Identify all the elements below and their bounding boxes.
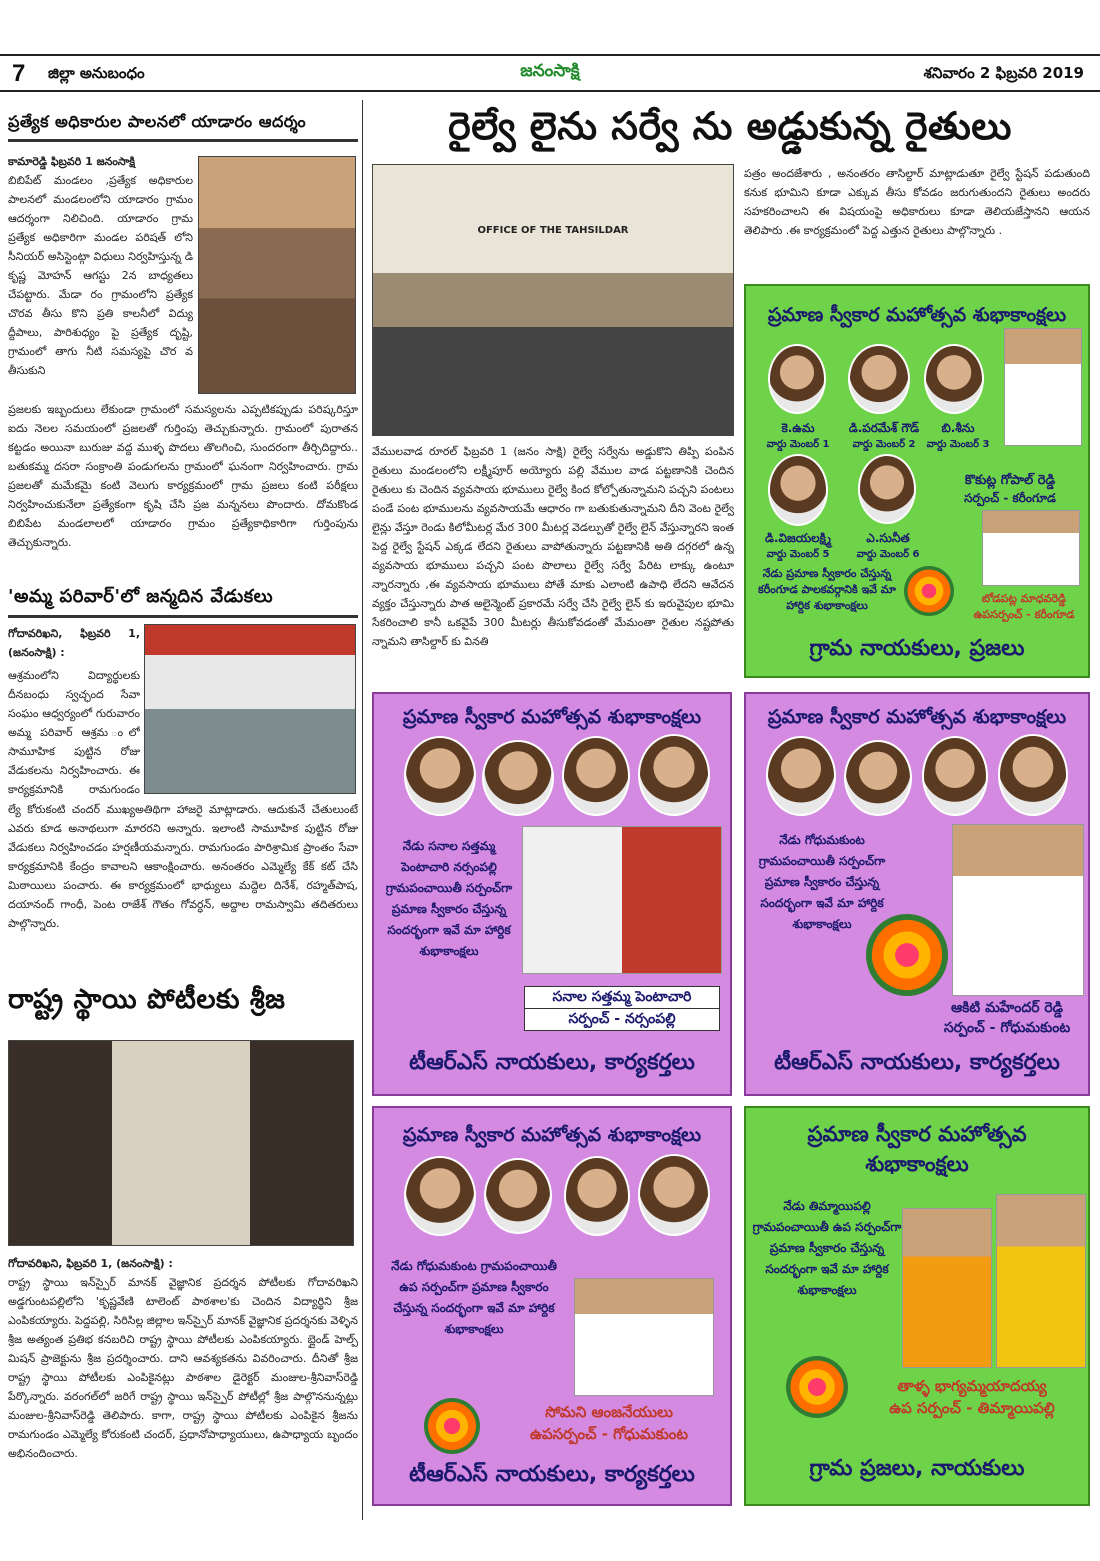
ad2-message: నేడు సనాల సత్తమ్మ పెంటాచారి నర్సంపల్లి గ్రామపంచాయితీ సర్పంచ్‌గా ప్రమాణ స్వీకారం చేస్తున్న సందర్భంగా ఇవే మా హార్దిక శుభాకాంక్షలు	[385, 839, 513, 958]
ad2-title: ప్రమాణ స్వీకార మహోత్సవ శుభాకాంక్షలు	[402, 706, 702, 728]
ad1-member1-name: కె.ఉమ	[781, 421, 815, 435]
ad3-title: ప్రమాణ స్వీకార మహోత్సవ శుభాకాంక్షలు	[767, 706, 1067, 728]
ad1-member5-photo	[768, 454, 828, 526]
ad1-member3-role: వార్డు మెంబర్ 3	[926, 439, 990, 450]
masthead-title: జనంసాక్షి	[520, 61, 580, 81]
story2-body-top: ఆశ్రమంలోని విద్యార్థులకు దీనబంధు స్వచ్ఛంద సేవా సంఘం ఆధ్వర్యంలో గురువారం అమ్మ పరివార్ ఆశ్రమ ంలో సామూహిక పుట్టిన రోజు వేడుకలను నిర్వహించారు. ఈ కార్యక్రమానికి రామగుండం	[8, 669, 140, 796]
ad4-leader2-photo	[484, 1158, 552, 1234]
ad1-sarpanch-name: కొకుట్ల గోపాల్ రెడ్డి	[964, 473, 1056, 488]
ad1-message: నేడు ప్రమాణ స్వీకారం చేస్తున్న కరీంగూడ పాలకవర్గానికి ఇవే మా హార్దిక శుభాకాంక్షలు	[758, 567, 896, 612]
ad4-message: నేడు గోధుమకుంట గ్రామపంచాయితీ ఉప సర్పంచ్‌గా ప్రమాణ స్వీకారం చేస్తున్న సందర్భంగా ఇవే మా హార్దిక శుభాకాంక్షలు	[391, 1259, 557, 1336]
ad2-panel	[372, 692, 732, 1096]
ad2-honoree-photo	[522, 826, 722, 974]
ad3-leader1-photo	[766, 736, 836, 816]
story2-dateline: గోదావరిఖని, ఫిబ్రవరి 1, (జనంసాక్షి) :	[8, 627, 140, 659]
ad2-honoree-name: సనాల సత్తమ్మ పెంటాచారి	[524, 986, 720, 1009]
story4-photo	[372, 164, 734, 436]
ad1-member2-photo	[848, 344, 910, 414]
story4-body-left: వేములవాడ రూరల్ ఫిబ్రవరి 1 (జనం సాక్షి) రైల్వే సర్వేను అడ్డుకొని తిప్పి పంపిన రైతులు మండలంలోని లక్ష్మీపూర్ అయ్యోరు పల్లి వేముల వాడ పట్టణానికి చెందిన రైతులు కు చెందిన వ్యవసాయ భూములు రైల్వే కింద కోల్పోతున్నామని పచ్చని పంటలు పండే పంట భూములను వ్యవసాయమే ఆధారం గా బతుకుతున్నామని దీని వెంట రైల్వే లైన్లు వేస్తూ రెండు కిలోమీటర్ల మేర 300 మీటర్ల వెడల్పుతో రైల్వే లైన్ వేస్తున్నారని ఇంత పెద్ద రైల్వే స్టేషన్ ఎక్కడ లేదని రైతులు వాపోతున్నారు పట్టణానికి అతి దగ్గరలో ఉన్న వ్యవసాయ భూములు పచ్చని పంట పొలాలు రైల్వే సర్వే పేరిట లాక్కు ఉంటూ న్నారన్నారు ,ఈ వ్యవసాయ భూములు పోతే మాకు ఎలాంటి ఉపాధి లేదని ఆవేదన వ్యక్తం చేస్తున్నారు పాత అలైన్మెంట్ ప్రకారమే సర్వే చేసి రైల్వే లైన్ కు ఇరువైపుల భూమి సేకరించాలి కానీ ఒకవైపే 300 మీటర్లు తీసుకోవడంతో మేమంతా రైతుల నష్టపోతు న్నామని తాసిల్దార్ కు వినతి	[372, 445, 734, 648]
story4-photo-sign: OFFICE OF THE TAHSILDAR	[477, 225, 629, 236]
ad1-title: ప్రమాణ స్వీకార మహోత్సవ శుభాకాంక్షలు	[767, 304, 1067, 326]
ad2-leader1-photo	[404, 736, 476, 816]
ad1-member1-role: వార్డు మెంబర్ 1	[766, 439, 830, 450]
ad2-footer: టీఆర్ఎస్ నాయకులు, కార్యకర్తలు	[409, 1050, 695, 1075]
page-number: 7	[12, 60, 26, 87]
ad1-member5-role: వార్డు మెంబర్ 5	[766, 549, 830, 560]
ad4-footer: టీఆర్ఎస్ నాయకులు, కార్యకర్తలు	[409, 1462, 695, 1487]
issue-date: శనివారం 2 ఫిబ్రవరి 2019	[923, 64, 1084, 82]
ad5-title-line2: శుభాకాంక్షలు	[865, 1152, 969, 1176]
story4-headline: రైల్వే లైను సర్వే ను అడ్డుకున్న రైతులు	[448, 104, 1012, 148]
ad3-flower-bouquet	[866, 914, 948, 996]
ad1-member2-name: డి.పరమేశ్ గౌడ్	[848, 421, 920, 435]
ad1-sarpanch-photo	[1004, 328, 1082, 446]
story1-body-top: బిబిపేట్ మండలం ,ప్రత్యేక అధికారుల పాలనలో మండలంలోని యాడారం గ్రామం ఆదర్శంగా నిలిచింది. యాడారం గ్రామ ప్రత్యేక అధికారిగా మండల పరిషత్ లోని సీనియర్ అసిస్టెంట్గా విధులు నిర్వహిస్తున్న డి కృష్ణ మోహన్ ఆగస్టు 2న బాధ్యతలు చేపట్టారు. మేడా రం గ్రామంలోని ప్రత్యేక చొరవ తీసు కొని ప్రతి కాలనీలో విద్యు ద్దీపాలు, పారిశుధ్యం పై ప్రత్యేక దృష్టి, గ్రామంలో తాగు నీటి సమస్యపై చొర వ తీసుకుని	[8, 174, 193, 377]
story3-dateline: గోదావరిఖని, ఫిబ్రవరి 1, (జనంసాక్షి) :	[8, 1257, 173, 1270]
ad1-member3-name: బి.శీను	[941, 421, 975, 435]
story1-body-bottom: ప్రజలకు ఇబ్బందులు లేకుండా గ్రామంలో సమస్యలను ఎప్పటికప్పుడు పరిష్కరిస్తూ ఐదు నెలల సమయంలో ప్రజలతో గుర్తింపు తెచ్చుకున్నారు. గ్రామంలో పురాతన కట్టడం అయినా బురుజు వద్ద ముళ్ళ పొదలు తొలగించి, సుందరంగా తీర్చిదిద్దారు.. బతుకమ్మ దసరా సంక్రాంతి పండుగలను గ్రామంలో ఘనంగా నిర్వహించారు. గ్రామ ప్రజలతో మమేకమై కంటి వెలుగు కార్యక్రమంలో గ్రామ ప్రజలు కంటి పరీక్షలు నిర్వహించుకునేలా ప్రత్యేకంగా కృషి చేసి ప్రజ మన్ననలు పొందారు. దోమకొండ బిబిపేట మండలాలలో యాడారం గ్రామం ప్రత్యేకాధికారిగా గుర్తింపును తెచ్చుకున్నారు.	[8, 403, 358, 549]
ad4-honoree-name: సోమని ఆంజనేయులు	[545, 1403, 673, 1421]
ad3-leader3-photo	[922, 736, 988, 816]
story3-photo	[8, 1040, 354, 1246]
ad2-leader2-photo	[482, 740, 554, 816]
ad5-panel	[744, 1106, 1090, 1506]
ad4-leader1-photo	[404, 1156, 476, 1236]
ad1-sarpanch-role: సర్పంచ్ - కరీంగూడ	[964, 491, 1056, 505]
story1-headline: ప్రత్యేక అధికారుల పాలనలో యాడారం ఆదర్శం	[8, 112, 358, 142]
ad1-member3-photo	[924, 344, 984, 414]
ad4-leader4-photo	[638, 1154, 710, 1236]
story1-dateline: కామారెడ్డి ఫిబ్రవరి 1 జనంసాక్షి	[8, 155, 136, 168]
ad1-panel	[744, 284, 1090, 678]
story2-body-bottom: ల్యే కోరుకంటి చందర్ ముఖ్యఅతిథిగా హాజరై మాట్లాడారు. ఆదుకునే చేతులుంటే ఎవరు కూడ అనాథలుగా మారరని అన్నారు. ఇలాంటి సామూహిక పుట్టిన రోజు వేడుకలు నిర్వహించడం హర్షణీయమన్నారు. రామగుండం పారిశ్రామిక ప్రాంతం సేవా కార్యక్రమానికి కేంద్రం కావాలని ఆకాంక్షించారు. అనంతరం ఎమ్మెల్యే కేక్ కట్ చేసి మిఠాయిలు పంచారు. ఈ కార్యక్రమంలో భాధ్యులు మద్దెల దినేశ్, రహ్మత్‌పాష, దయానంద్ గాంధీ, పెంట రాజేశ్ గౌతం గోవర్ధన్, అద్దాల రామస్వామి తదితరులు పాల్గొన్నారు.	[8, 803, 358, 930]
masthead	[470, 56, 630, 86]
ad5-title-line1: ప్రమాణ స్వీకార మహోత్సవ	[807, 1122, 1027, 1146]
story4-body-right: పత్రం అందజేశారు , అనంతరం తాసిల్దార్ మాట్లాడుతూ రైల్వే స్టేషన్ పడుతుంది కనుక భూమిని కూడా ఎక్కువ తీసు కోవడం జరుగుతుందని రైతులు అందరు సహకరించాలని ఈ విషయంపై అధికారులు కూడా తెలియజేస్తానని ఆయన తెలిపారు .ఈ కార్యక్రమంలో పెద్ద ఎత్తున రైతులు పాల్గొన్నారు .	[744, 167, 1090, 237]
ad3-honoree-name: ఆకిటి మహేందర్ రెడ్డి	[950, 1000, 1064, 1016]
ad5-footer: గ్రామ ప్రజలు, నాయకులు	[809, 1456, 1025, 1481]
ad1-member5-name: డి.విజయలక్ష్మి	[765, 531, 831, 545]
ad4-honoree-photo	[574, 1278, 714, 1396]
ad4-honoree-role: ఉపసర్పంచ్ - గోధుమకుంట	[530, 1425, 688, 1443]
ad1-member6-role: వార్డు మెంబర్ 6	[856, 549, 920, 560]
ad3-panel	[744, 692, 1090, 1096]
ad4-flower-bouquet	[424, 1398, 480, 1454]
ad3-honoree-photo	[952, 824, 1084, 996]
ad3-leader4-photo	[998, 734, 1068, 816]
section-name: జిల్లా అనుబంధం	[48, 64, 145, 82]
ad1-member6-name: ఎ.సునీత	[866, 531, 910, 545]
ad1-deputy-role: ఉపసర్పంచ్ - కరీంగూడ	[973, 608, 1075, 621]
ad1-deputy-photo	[982, 510, 1080, 586]
ad5-message: నేడు తిమ్మాయిపల్లి గ్రామపంచాయితీ ఉప సర్పంచ్‌గా ప్రమాణ స్వీకారం చేస్తున్న సందర్భంగా ఇవే మా హార్దిక శుభాకాంక్షలు	[752, 1199, 902, 1297]
ad5-honoree2-photo	[996, 1194, 1086, 1368]
ad1-deputy-name: బోడపట్ల మాధవరెడ్డి	[981, 592, 1067, 605]
ad5-honoree-role: ఉప సర్పంచ్ - తిమ్మాయిపల్లి	[889, 1399, 1055, 1417]
story2-headline: 'అమ్మ పరివార్'లో జన్మదిన వేడుకలు	[8, 586, 358, 618]
ad1-member1-photo	[768, 344, 826, 414]
ad3-message: నేడు గోధుమకుంట గ్రామపంచాయితీ సర్పంచ్‌గా ప్రమాణ స్వీకారం చేస్తున్న సందర్భంగా ఇవే మా హార్దిక శుభాకాంక్షలు	[758, 833, 886, 931]
ad3-leader2-photo	[844, 740, 912, 816]
ad5-honoree1-photo	[902, 1208, 992, 1368]
header-bottom-rule	[0, 90, 1100, 92]
ad3-honoree-role: సర్పంచ్ - గోధుమకుంట	[943, 1020, 1071, 1036]
ad4-leader3-photo	[564, 1156, 630, 1236]
ad5-flower-bouquet	[786, 1356, 848, 1418]
ad1-flower-bouquet	[904, 566, 954, 616]
story1-photo	[198, 156, 356, 394]
ad2-honoree-role: సర్పంచ్ - నర్సంపల్లి	[524, 1008, 720, 1031]
ad2-leader3-photo	[562, 736, 630, 816]
ad4-panel	[372, 1106, 732, 1506]
story3-body: రాష్ట్ర స్థాయి ఇన్‌స్పైర్ మానక్ వైజ్ఞానిక ప్రదర్శన పోటీలకు గోదావరిఖని అడ్డగుంటపల్లిలోని 'కృష్ణవేణి టాలెంట్ పాఠశాల'కు చెందిన విద్యార్థిని శ్రీజ ఎంపికయ్యారు. పెద్దపల్లి, సిరిసిల్ల జిల్లాల ఇన్‌స్పైర్ మానక్ వైజ్ఞానిక ప్రదర్శనకు వెళ్ళిన శ్రీజ అత్యంత ప్రతిభ కనబరిచి రాష్ట్ర స్థాయి పోటీలకు ఎంపికయ్యారు. బ్లైండ్ హెల్ప్ మిషన్ ప్రాజెక్టును శ్రీజ ప్రదర్శించారు. దాని ఆవశ్యకతను వివరించారు. దీనితో శ్రీజ రాష్ట్ర స్థాయి పోటీలకు ఎంపికైనట్లు పాఠశాల డైరెక్టర్ మంజుల-శ్రీనివాస్‌రెడ్డి పేర్కొన్నారు. వరంగల్‌లో జరిగే రాష్ట్ర స్థాయి ఇన్‌స్పైర్ పోటీల్లో శ్రీజ పాల్గొననున్నట్లు మంజుల-శ్రీనివాస్‌రెడ్డి తెలిపారు. కాగా, రాష్ట్ర స్థాయి పోటీలకు ఎంపికైన శ్రీజను రామగుండం ఎమ్మెల్యే కోరుకంటి చందర్, ప్రధానోపాధ్యాయులు, ఉపాధ్యాయ బృందం అభినందించారు.	[8, 1276, 358, 1460]
ad4-title: ప్రమాణ స్వీకార మహోత్సవ శుభాకాంక్షలు	[402, 1124, 702, 1146]
ad1-member6-photo	[858, 454, 916, 524]
ad5-honoree-name: తాళ్ళ భాగ్యమ్మయాదయ్య	[897, 1377, 1047, 1395]
story2-photo	[144, 624, 356, 794]
column-divider	[362, 100, 363, 1520]
ad2-leader4-photo	[638, 734, 710, 816]
ad1-member2-role: వార్డు మెంబర్ 2	[852, 439, 916, 450]
ad3-footer: టీఆర్ఎస్ నాయకులు, కార్యకర్తలు	[774, 1050, 1060, 1075]
ad1-footer: గ్రామ నాయకులు, ప్రజలు	[809, 636, 1025, 661]
story3-headline: రాష్ట్ర స్థాయి పోటీలకు శ్రీజ	[8, 984, 286, 1015]
